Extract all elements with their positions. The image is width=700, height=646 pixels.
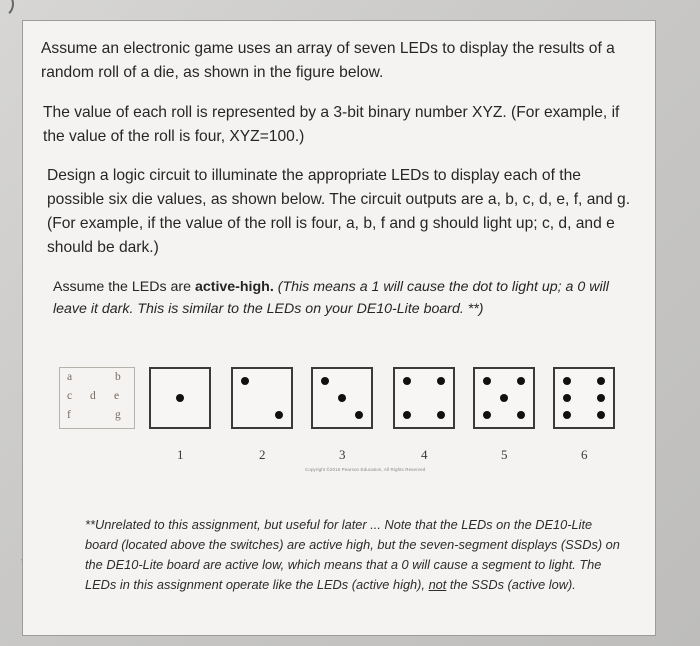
led-legend: [59, 367, 135, 429]
legend-e: e: [114, 390, 120, 402]
led-c: [563, 394, 571, 402]
paragraph-design: Design a logic circuit to illuminate the appropriate LEDs to display each of the possible six die values, as shown below. The circuit outputs are a, b, c, d, e, f, and g. (For example, if the value of the roll is four, a, b, f and g should light up; c, d, and e should be dark.): [47, 167, 631, 256]
legend-f: f: [67, 409, 71, 421]
die-label-4: 4: [421, 447, 428, 462]
led-b: [517, 377, 525, 385]
die-face-3: [311, 367, 373, 429]
die-face-5: [473, 367, 535, 429]
legend-b: b: [115, 371, 121, 383]
led-b: [597, 377, 605, 385]
paragraph-intro: Assume an electronic game uses an array of seven LEDs to display the results of a random roll of a die, as shown in the figure below.: [41, 40, 615, 81]
active-high-lead: Assume the LEDs are: [53, 279, 195, 295]
die-label-2: 2: [259, 447, 266, 462]
led-g: [517, 411, 525, 419]
led-f: [403, 411, 411, 419]
assignment-sheet: [22, 20, 656, 636]
footnote-tail: the SSDs (active low).: [446, 577, 576, 592]
footnote-underlined: not: [428, 577, 447, 592]
die-label-1: 1: [177, 447, 184, 462]
led-e: [597, 394, 605, 402]
led-g: [355, 411, 363, 419]
led-a: [483, 377, 491, 385]
paragraph-binary: The value of each roll is represented by a 3-bit binary number XYZ. (For example, if the value of the roll is four, XYZ=100.): [43, 104, 620, 145]
led-b: [437, 377, 445, 385]
die-face-4: [393, 367, 455, 429]
led-d: [500, 394, 508, 402]
led-a: [563, 377, 571, 385]
paragraph-active-high: [53, 276, 633, 320]
die-label-6: 6: [581, 447, 588, 462]
die-label-5: 5: [501, 447, 508, 462]
footnote: [85, 515, 625, 595]
led-d: [176, 394, 184, 402]
legend-a: a: [67, 371, 73, 383]
legend-d: d: [90, 390, 96, 402]
die-label-3: 3: [339, 447, 346, 462]
led-a: [241, 377, 249, 385]
active-high-explanation: (This means a 1 will cause the dot to light up; a 0 will leave it dark. This is similar to the LEDs on your DE10-Lite board. **): [53, 279, 609, 317]
led-g: [437, 411, 445, 419]
page-corner-mark: [0, 0, 14, 18]
active-high-term: active-high.: [194, 279, 274, 295]
legend-g: g: [115, 409, 121, 421]
led-f: [483, 411, 491, 419]
led-f: [563, 411, 571, 419]
figure-copyright: Copyright ©2016 Pearson Education, All Rights Reserved: [305, 467, 426, 472]
die-face-1: [149, 367, 211, 429]
led-a: [403, 377, 411, 385]
led-d: [338, 394, 346, 402]
led-g: [597, 411, 605, 419]
led-g: [275, 411, 283, 419]
legend-c: c: [67, 390, 73, 402]
footnote-text: **Unrelated to this assignment, but useful for later ... Note that the LEDs on the DE10-Lite board (located above the switches) are active high, but the seven-segment displays (SSDs) on the DE10-Lite board are active low, which means that a 0 will cause a segment to light. The LEDs in this assignment operate like the LEDs (active high),: [85, 517, 620, 592]
die-face-2: [231, 367, 293, 429]
die-face-6: [553, 367, 615, 429]
die-figure: [59, 361, 649, 479]
led-a: [321, 377, 329, 385]
